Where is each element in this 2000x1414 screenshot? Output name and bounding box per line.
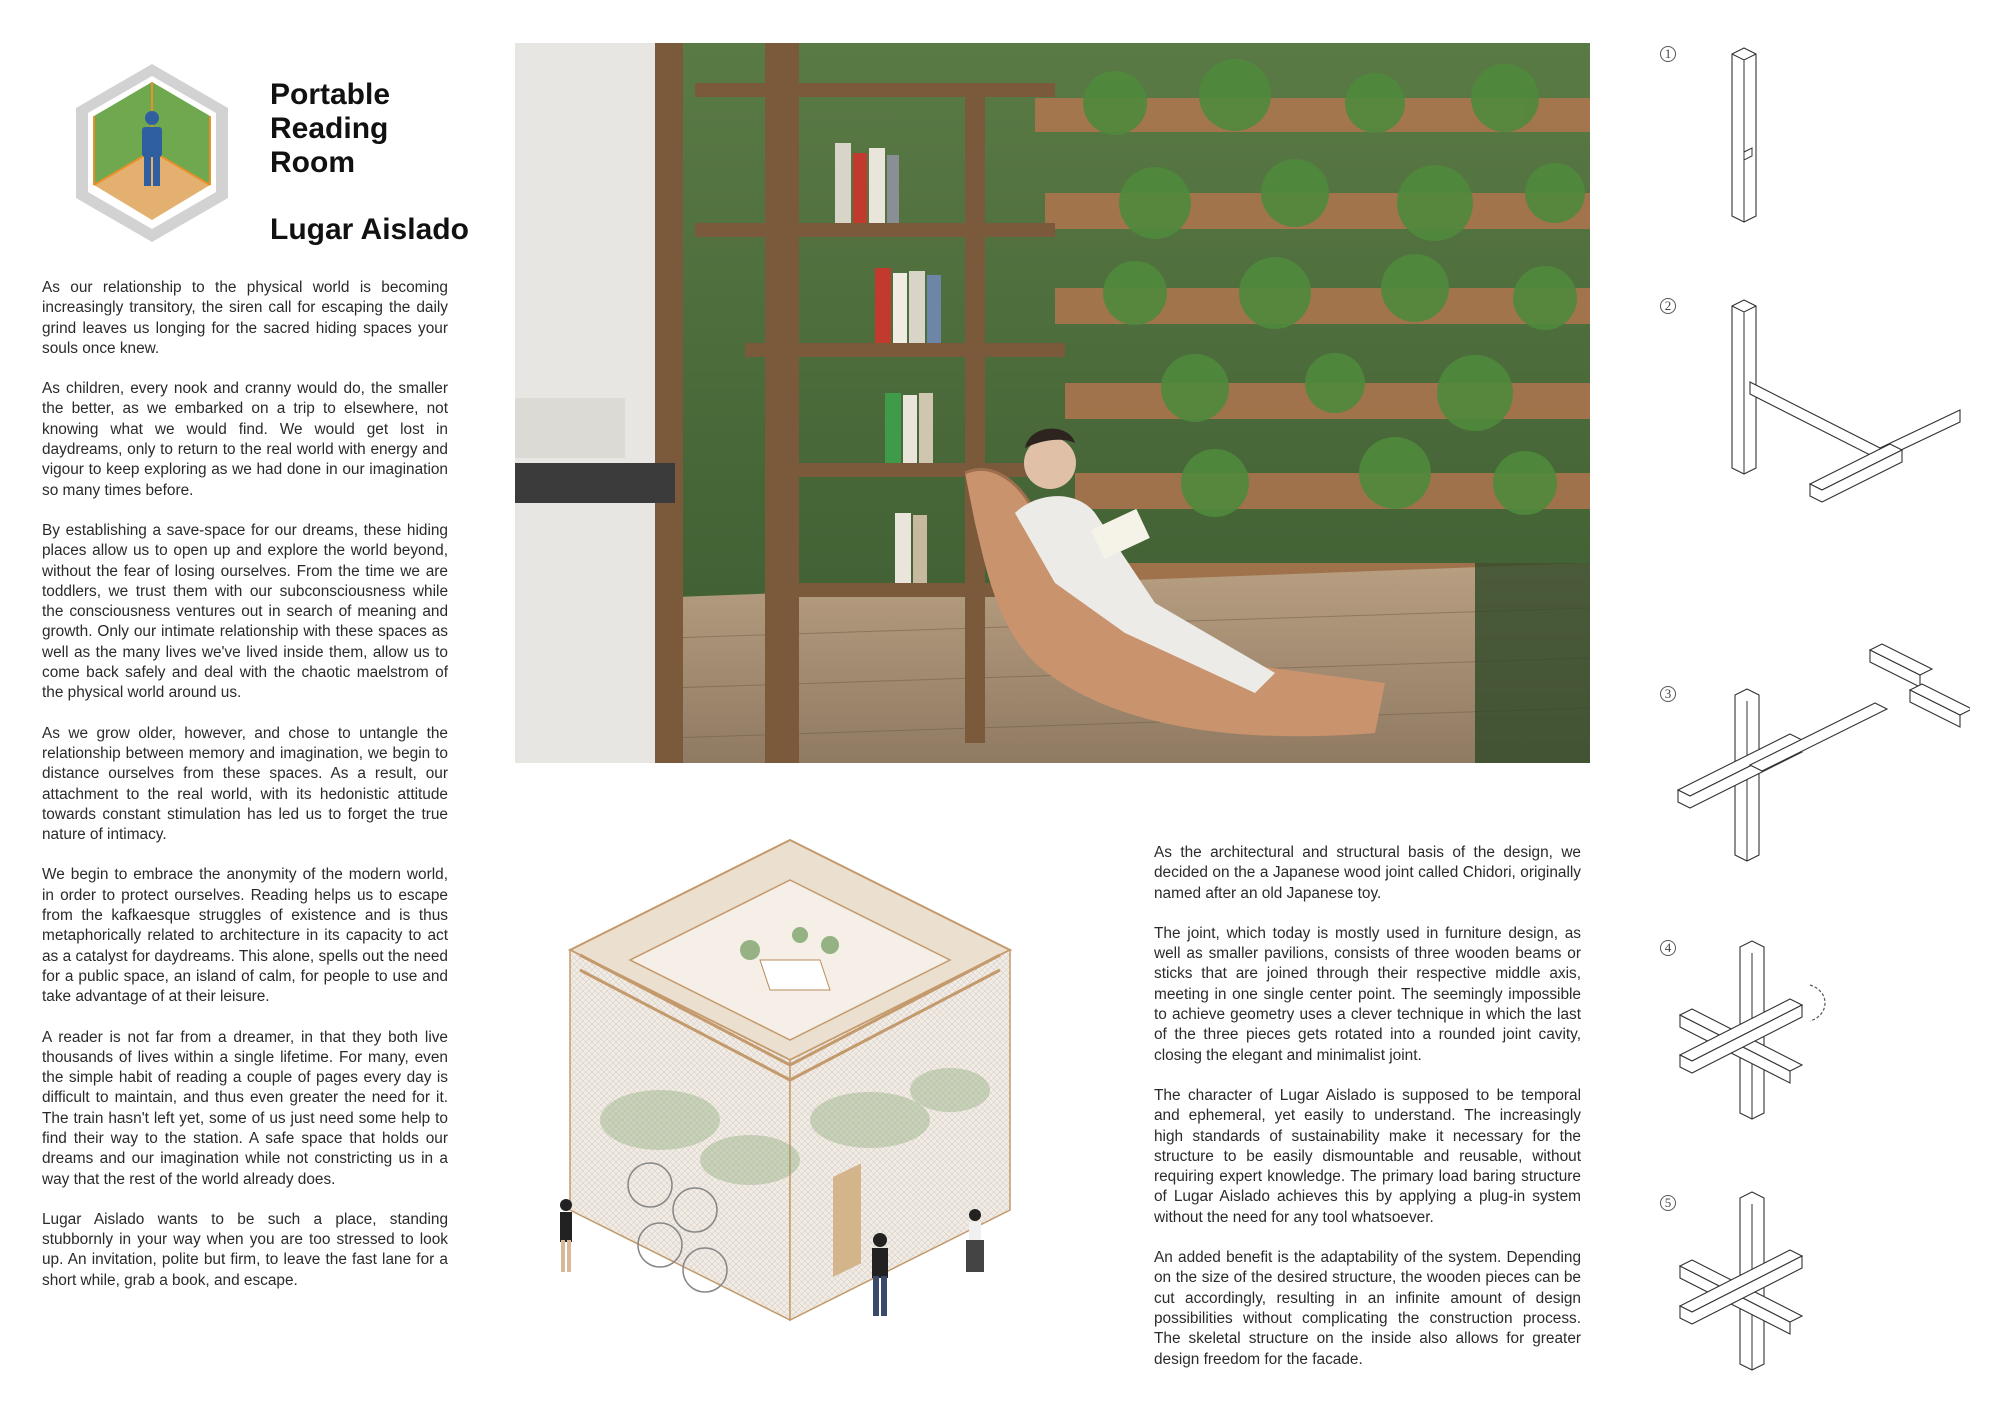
pavilion-isometric-drawing (550, 820, 1050, 1340)
step-number-2: 2 (1660, 298, 1676, 314)
joint-step-3-diagram (1670, 640, 1970, 880)
subtitle: Lugar Aislado (270, 213, 469, 246)
joint-step-2-diagram (1720, 298, 1970, 508)
left-paragraph: As children, every nook and cranny would do, the smaller the better, as we embarked on a trip to elsewhere, not knowing what we would find. We would get lost in daydreams, only to return to the real world with energy and vigour to keep exploring as we had done in our imagination so many times before. (42, 380, 448, 499)
title-line-1: Portable (270, 78, 391, 111)
interior-render-image (515, 43, 1590, 763)
room-logo-icon (70, 60, 234, 246)
right-text-column (1154, 843, 1581, 1390)
left-paragraph: As we grow older, however, and chose to untangle the relationship between memory and imagination, we begin to distance ourselves from these spaces. As a result, our attachment to the real world, with its hedonistic attitude towards constant stimulation has led us to forget the true nature of intimacy. (42, 724, 448, 844)
joint-step-5-diagram (1670, 1190, 1930, 1380)
right-paragraph: The character of Lugar Aislado is supposed to be temporal and ephemeral, yet easily to understand. The increasingly high standards of sustainability make it necessary for the structure to be easily dismountable and reusable, without requiring expert knowledge. The primary load baring structure of Lugar Aislado achieves this by applying a plug-in system without the need for any tool whatsoever. (1154, 1086, 1581, 1226)
step-number-5: 5 (1660, 1195, 1676, 1211)
left-text-column (42, 278, 448, 1311)
right-paragraph: As the architectural and structural basis of the design, we decided on the a Japanese wood joint called Chidori, originally named after an old Japanese toy. (1154, 844, 1581, 902)
step-number-1: 1 (1660, 46, 1676, 62)
left-paragraph: We begin to embrace the anonymity of the modern world, in order to protect ourselves. Reading helps us to escape from the kafkaesque struggles of existence and is thus metaphorically related to architecture in its capacity to act as a catalyst for daydreams. This alone, spells out the need for a public space, an island of calm, for people to use and take advantage of at their leisure. (42, 866, 448, 1006)
step-number-3: 3 (1660, 686, 1676, 702)
right-paragraph: An added benefit is the adaptability of the system. Depending on the size of the desired structure, the wooden pieces can be cut accordingly, resulting in an infinite amount of design possibilities without complicating the construction process. The skeletal structure on the inside also allows for greater design freedom for the facade. (1154, 1249, 1581, 1368)
left-paragraph: Lugar Aislado wants to be such a place, standing stubbornly in your way when you are too stressed to look up. An invitation, polite but firm, to leave the fast lane for a short while, grab a book, and escape. (42, 1210, 448, 1289)
step-number-4: 4 (1660, 940, 1676, 956)
right-paragraph: The joint, which today is mostly used in furniture design, as well as smaller pavilions, consists of three wooden beams or sticks that are joined through their respective middle axis, meeting in one single center point. The seemingly impossible to achieve geometry uses a clever technique in which the last of the three pieces gets rotated into a rounded joint cavity, closing the elegant and minimalist joint. (1154, 924, 1581, 1064)
title-line-2: Reading (270, 112, 389, 145)
title-line-3: Room (270, 146, 355, 179)
left-paragraph: A reader is not far from a dreamer, in that they both live thousands of lives within a single lifetime. For many, even the simple habit of reading a couple of pages every day is difficult to maintain, and thus even greater the need for it. The train hasn't left yet, some of us just need some help to find their way to the station. A safe space that holds our dreams and our imagination while not constricting us in a way that the rest of the world already does. (42, 1028, 448, 1188)
joint-step-4-diagram (1670, 935, 1930, 1125)
left-paragraph: As our relationship to the physical world is becoming increasingly transitory, the siren call for escaping the daily grind leaves us longing for the sacred hiding spaces your souls once knew. (42, 279, 448, 357)
joint-step-1-diagram (1720, 40, 1800, 230)
left-paragraph: By establishing a save-space for our dreams, these hiding places allow us to open up and explore the world beyond, without the fear of losing ourselves. From the time we are toddlers, we trust them with our subconsciousness while the consciousness ventures out in search of meaning and growth. Only our intimate relationship with these spaces as well as the many lives we've lived inside them, allow us to come back safely and deal with the chaotic maelstrom of the physical world around us. (42, 521, 448, 702)
title-block (270, 78, 500, 247)
